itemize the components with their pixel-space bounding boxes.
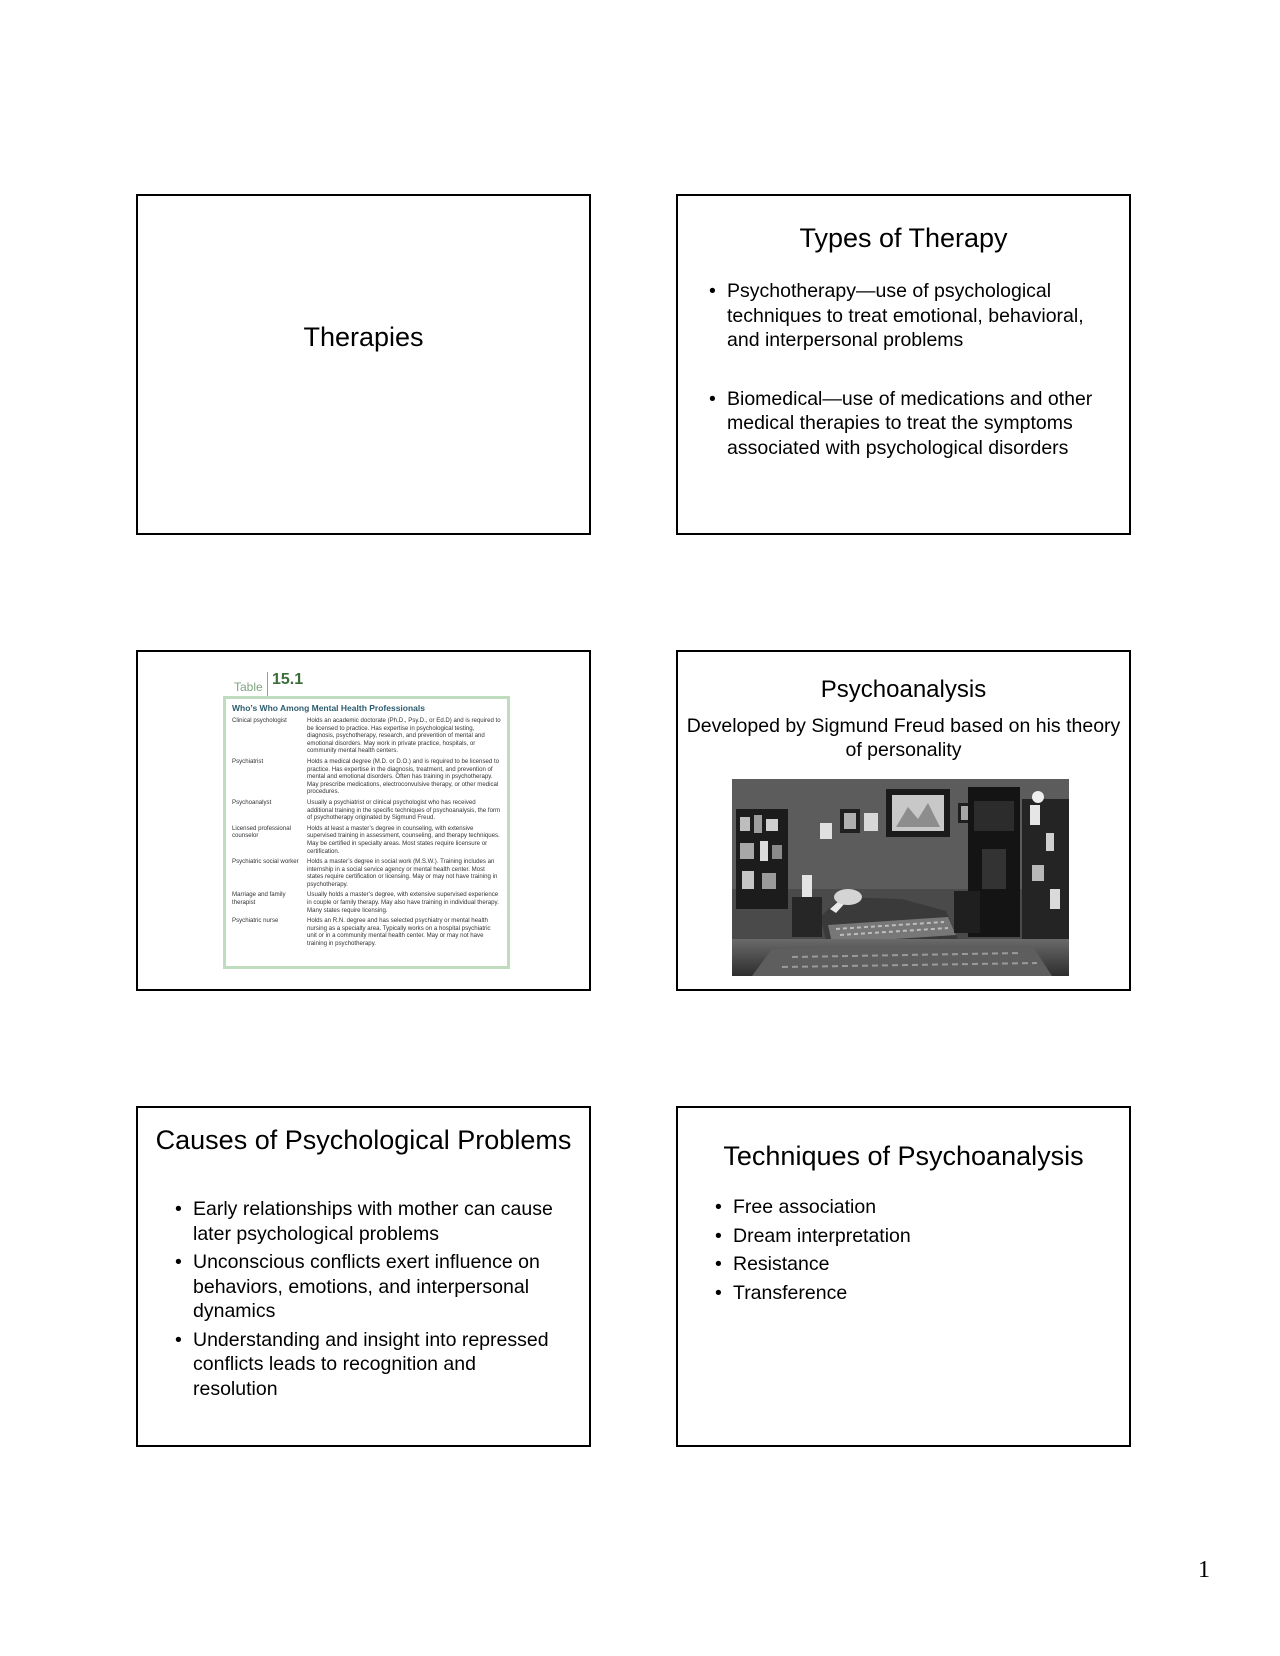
- table-role: Licensed professional counselor: [232, 824, 291, 840]
- table-role: Psychiatric social worker: [232, 858, 299, 866]
- table-description: Holds a master’s degree in social work (M.S.W.). Training includes an internship in a social service agency or mental health center. Most states require certification or licensing. May or may not have training in psychotherapy.: [307, 858, 498, 888]
- table-description: Holds a medical degree (M.D. or D.O.) and is required to be licensed to practice. Has expertise in the diagnosis, treatment, and prevention of mental and emotional disorders. Often has training in psychotherapy. May prescribe medications, electroconvulsive therapy, or other medical procedures.: [307, 757, 500, 796]
- table-row: [232, 717, 501, 755]
- table-description: Holds at least a master’s degree in counseling, with extensive supervised training in assessment, counseling, and therapy techniques. May be certified in specialty areas. Most states require licensure or certification.: [307, 824, 500, 855]
- bullet-item: • Transference: [710, 1281, 1109, 1306]
- slide-techniques-of-psychoanalysis: [676, 1106, 1131, 1447]
- bullet-item: • Biomedical—use of medications and other medical therapies to treat the symptoms associated with psychological disorders: [704, 387, 1109, 461]
- slide-subtitle: Developed by Sigmund Freud based on his theory of personality: [686, 715, 1121, 761]
- bullet-list: [704, 279, 1109, 494]
- table-description: Holds an academic doctorate (Ph.D., Psy.D., or Ed.D) and is required to be licensed to practice. Has expertise in psychological testing, diagnosis, psychotherapy, research, and prevention of mental and emotional disorders. May work in private practice, hospitals, or community mental health centers.: [307, 717, 501, 755]
- bullet-item: • Free association: [710, 1195, 1109, 1220]
- table-role: Psychiatric nurse: [232, 917, 279, 925]
- table-title: Who’s Who Among Mental Health Professionals: [232, 703, 425, 713]
- table-description: Holds an R.N. degree and has selected psychiatry or mental health nursing as a specialty area. Typically works on a hospital psychiatric unit or in a community mental health center. May or may not have training in psychotherapy.: [307, 917, 491, 948]
- table-label-divider: [267, 672, 268, 698]
- bullet-list: [170, 1197, 565, 1405]
- table-row: [232, 758, 501, 796]
- bullet-item: • Early relationships with mother can cause later psychological problems: [170, 1197, 565, 1246]
- page-number: 1: [1198, 1557, 1210, 1583]
- slide-therapies: [136, 194, 591, 535]
- slide-title: Types of Therapy: [799, 223, 1008, 253]
- table-role: Marriage and family therapist: [232, 891, 286, 907]
- slide-types-of-therapy: [676, 194, 1131, 535]
- bullet-list: [710, 1195, 1109, 1309]
- table-frame: [223, 696, 510, 969]
- freud-office-photo: [732, 779, 1069, 976]
- slide-causes-of-psychological-problems: [136, 1106, 591, 1447]
- bullet-item: • Psychotherapy—use of psychological techniques to treat emotional, behavioral, and interpersonal problems: [704, 279, 1109, 353]
- bullet-item: • Unconscious conflicts exert influence on behaviors, emotions, and interpersonal dynamics: [170, 1250, 565, 1324]
- slide-psychoanalysis: [676, 650, 1131, 991]
- table-row: [232, 825, 501, 855]
- table-number: 15.1: [272, 671, 304, 688]
- table-role: Clinical psychologist: [232, 717, 287, 724]
- table-row: [232, 858, 501, 888]
- table-header: [223, 672, 510, 696]
- slide-title: Psychoanalysis: [820, 676, 987, 703]
- table-role: Psychiatrist: [232, 757, 264, 765]
- bullet-item: • Understanding and insight into repressed conflicts leads to recognition and resolution: [170, 1328, 565, 1402]
- bullet-item: • Dream interpretation: [710, 1224, 1109, 1249]
- slide-title: Causes of Psychological Problems: [155, 1125, 572, 1155]
- table-label: Table: [234, 680, 263, 694]
- table-description: Usually holds a master’s degree, with extensive supervised experience in couple or family therapy. May also have training in individual therapy. Many states require licensing.: [307, 891, 499, 914]
- slide-title: Techniques of Psychoanalysis: [723, 1141, 1084, 1171]
- table-row: [232, 917, 501, 947]
- bullet-item: • Resistance: [710, 1252, 1109, 1277]
- table-description: Usually a psychiatrist or clinical psychologist who has received additional training in the specific techniques of psychoanalysis, the form of psychotherapy originated by Sigmund Freud.: [307, 798, 501, 822]
- table-row: [232, 799, 501, 822]
- table-image: [223, 672, 510, 969]
- slide-mental-health-professionals-table: [136, 650, 591, 991]
- slide-title: Therapies: [303, 322, 424, 352]
- table-role: Psychoanalyst: [232, 798, 272, 806]
- table-row: [232, 891, 501, 914]
